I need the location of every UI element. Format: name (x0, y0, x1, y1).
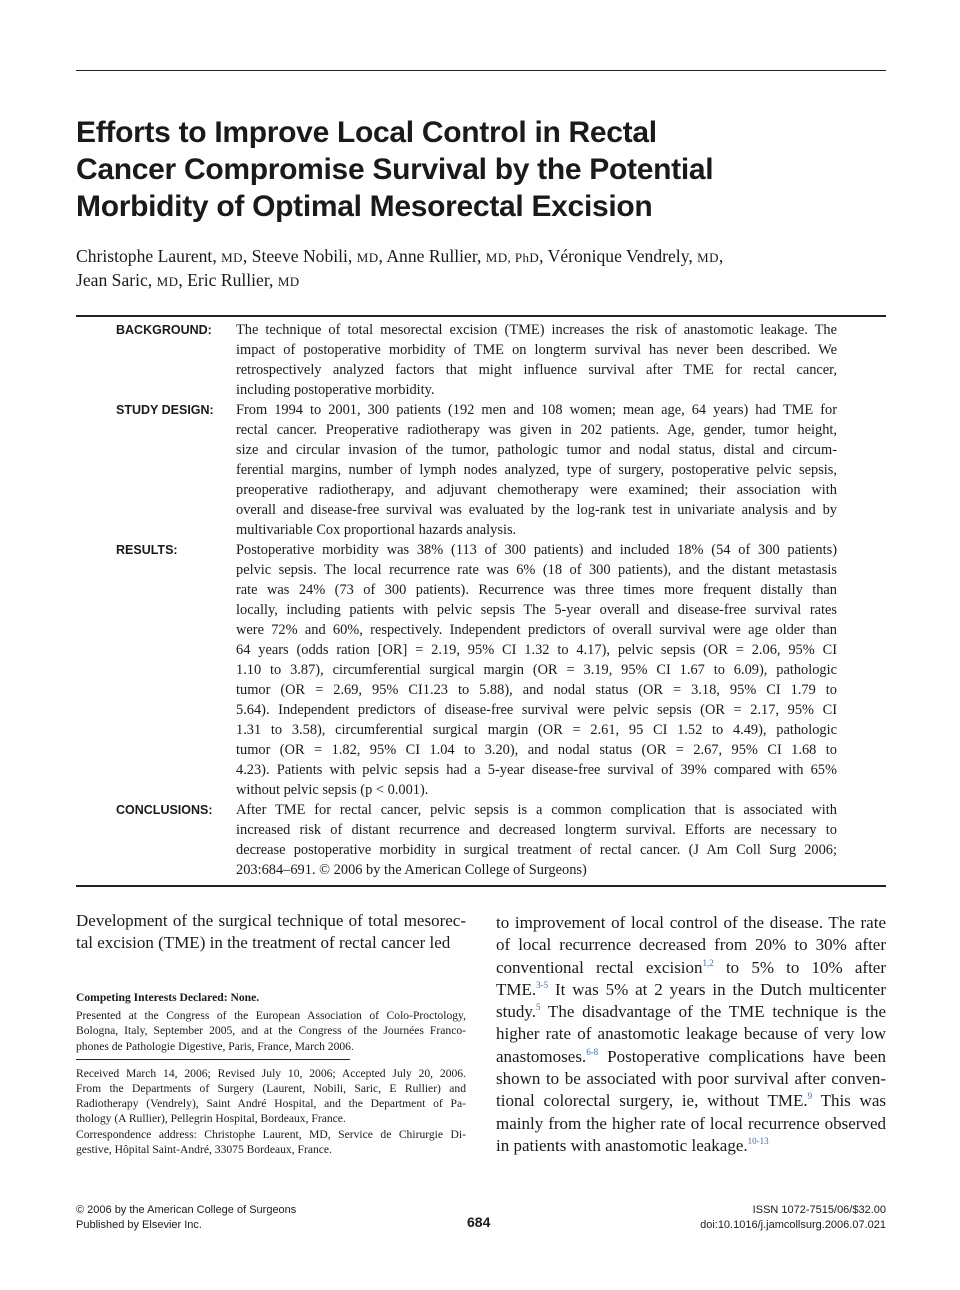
note-line: gestive, Hôpital Saint-André, 33075 Bordeaux, France. (76, 1142, 332, 1156)
section-text (236, 400, 837, 540)
abstract-top-rule (76, 315, 886, 317)
body-line (496, 979, 886, 1001)
section-text (236, 540, 837, 800)
author-degree: MD (156, 274, 179, 289)
body-text: anastomoses. (496, 1046, 587, 1066)
title-line: Morbidity of Optimal Mesorectal Excision (76, 190, 653, 223)
footer-left (76, 1203, 296, 1233)
citation-link[interactable]: 3-5 (536, 979, 549, 990)
note-line: thology (A Rullier), Pellegrin Hospital, Bordeaux, France. (76, 1112, 346, 1126)
abstract-line: without pelvic sepsis (p < 0.001). (236, 782, 429, 798)
issn: ISSN 1072-7515/06/$32.00 (752, 1204, 886, 1216)
abstract-line: 203:684–691. © 2006 by the American College of Surgeons) (236, 862, 587, 878)
section-label: STUDY DESIGN: (116, 403, 214, 417)
abstract-line: 64 years (odds ration [OR] = 2.19, 95% CI 1.32 to 4.17), pelvic sepsis (OR = 2.06, 95% CI (236, 642, 837, 658)
author-name: Jean Saric, (76, 270, 157, 290)
title-line: Efforts to Improve Local Control in Rectal (76, 116, 657, 149)
publisher-notice: Published by Elsevier Inc. (76, 1219, 202, 1231)
note-line: Received March 14, 2006; Revised July 10, 2006; Accepted July 20, 2006. (76, 1066, 466, 1080)
author-name: Véronique Vendrely, (547, 246, 698, 266)
author-list (76, 245, 876, 293)
body-line (496, 1135, 886, 1157)
footer-right (700, 1203, 886, 1233)
note-line: phones de Pathologie Digestive, Paris, France, March 2006. (76, 1039, 354, 1053)
section-label: BACKGROUND: (116, 323, 212, 337)
author-degree: MD (697, 250, 719, 265)
body-line (496, 1046, 886, 1068)
note-line: Correspondence address: Christophe Laurent, MD, Service de Chirurgie Di- (76, 1127, 466, 1141)
abstract-line: tumor (OR = 2.69, 95% CI1.23 to 5.88), and nodal status (OR = 3.18, 95% CI 1.79 to (236, 682, 837, 698)
abstract-study-design (76, 400, 886, 540)
body-line: higher rate of anastomotic leakage because of very low (496, 1024, 886, 1044)
abstract-line: decrease postoperative morbidity in surgical treatment of rectal cancer. (J Am Coll Surg 2006; (236, 842, 837, 858)
section-text (236, 320, 837, 400)
section-label: CONCLUSIONS: (116, 803, 213, 817)
body-column-left (76, 910, 466, 955)
author-separator: , (539, 246, 548, 266)
author-separator: , (378, 246, 387, 266)
author-degree: MD (277, 274, 300, 289)
footnotes (76, 990, 466, 1157)
abstract-line: retrospectively analyzed factors that might influence survival after TME for rectal cancer, (236, 362, 837, 378)
abstract-line: including postoperative morbidity. (236, 382, 435, 398)
author-separator: , (178, 270, 188, 290)
body-text: TME. (496, 979, 537, 999)
body-line (496, 1090, 886, 1112)
copyright-notice: © 2006 by the American College of Surgeons (76, 1204, 297, 1216)
abstract-line: overall and disease-free survival was evaluated by the log-rank test in univariate analysis and by (236, 502, 837, 518)
body-text: to 5% to 10% after (713, 957, 887, 977)
section-text (236, 800, 837, 880)
footnote-rule (76, 1059, 350, 1060)
note-line: Radiotherapy (Vendrely), Saint André Hospital, and the Department of Pa- (76, 1097, 466, 1111)
author-name: Christophe Laurent, (76, 246, 222, 266)
author-separator: , (242, 246, 252, 266)
body-line: shown to be associated with poor survival after conven- (496, 1069, 886, 1089)
abstract-line: 5.64). Independent predictors of disease-free survival were pelvic sepsis (OR = 2.17, 95% CI (236, 702, 837, 718)
citation-link[interactable]: 10-13 (747, 1135, 769, 1146)
abstract-line: ferential margins, number of lymph nodes analyzed, type of surgery, postoperative pelvic sepsis, (236, 462, 837, 478)
abstract-line: locally, including patients with pelvic sepsis The 5-year overall and disease-free survival rates (236, 602, 837, 618)
body-line (496, 957, 886, 979)
body-line: tal excision (TME) in the treatment of rectal cancer led (76, 933, 451, 953)
body-line (496, 1001, 886, 1023)
author-line (76, 245, 876, 269)
author-name: Steeve Nobili, (251, 246, 357, 266)
body-text: study. (496, 1002, 536, 1022)
abstract-line: 1.31 to 3.58), circumferential surgical margin (OR = 2.61, 95 CI 1.52 to 4.49), pathologic (236, 722, 837, 738)
note-line: Bologna, Italy, September 2005, and at the Congress of the Journées Franco- (76, 1024, 466, 1038)
page-number: 684 (467, 1214, 491, 1230)
abstract-line: were 72% and 60%, respectively. Independent predictors of overall survival were age older than (236, 622, 837, 638)
abstract-results (76, 540, 886, 800)
note-line: Presented at the Congress of the European Association of Colo-Proctology, (76, 1009, 466, 1023)
abstract-line: impact of postoperative morbidity of TME on longterm survival has never been described. We (236, 342, 837, 358)
abstract-line: From 1994 to 2001, 300 patients (192 men and 108 women; mean age, 64 years) had TME for (236, 402, 837, 418)
abstract-line: Postoperative morbidity was 38% (113 of 300 patients) and included 18% (54 of 300 patients) (236, 542, 837, 558)
author-line (76, 269, 876, 293)
body-text: This was (812, 1091, 886, 1111)
abstract-line: multivariable Cox proportional hazards analysis. (236, 522, 517, 538)
author-degree: MD (221, 250, 243, 265)
abstract-line: increased risk of distant recurrence and decreased longterm survival. Efforts are necessary to (236, 822, 837, 838)
abstract-line: 4.23). Patients with pelvic sepsis had a 5-year disease-free survival of 39% compared with 65% (236, 762, 837, 778)
abstract-line: size and circular invasion of the tumor, pathologic tumor and nodal status, distal and circum- (236, 442, 837, 458)
competing-interests: Competing Interests Declared: None. (76, 991, 260, 1004)
body-line: mainly from the higher rate of local recurrence observed (496, 1113, 886, 1133)
author-degree: MD, PhD (485, 250, 540, 265)
body-column-right (496, 912, 886, 1157)
author-name: Anne Rullier, (386, 246, 486, 266)
doi: doi:10.1016/j.jamcollsurg.2006.07.021 (700, 1219, 886, 1231)
abstract-line: preoperative radiotherapy, and adjuvant chemotherapy were examined; their association with (236, 482, 837, 498)
section-label: RESULTS: (116, 543, 178, 557)
abstract (76, 320, 886, 880)
body-line: Development of the surgical technique of total mesorec- (76, 911, 466, 930)
citation-link[interactable]: 1,2 (702, 957, 714, 968)
body-text: The disadvantage of the TME technique is the (540, 1002, 886, 1022)
author-name: Eric Rullier, (187, 270, 278, 290)
article-title (76, 114, 836, 225)
top-rule (76, 70, 886, 71)
citation-link[interactable]: 6-8 (586, 1046, 599, 1057)
citation-link[interactable]: 9 (807, 1091, 813, 1102)
title-line: Cancer Compromise Survival by the Potential (76, 153, 714, 186)
author-separator: , (718, 246, 724, 266)
abstract-line: rate was 24% (73 of 300 patients). Recurrence was three times more frequent distally than (236, 582, 837, 598)
abstract-conclusions (76, 800, 886, 880)
abstract-line: tumor (OR = 1.82, 95% CI 1.04 to 3.20), and nodal status (OR = 2.67, 95% CI 1.68 to (236, 742, 837, 758)
body-text: in patients with anastomotic leakage. (496, 1135, 748, 1155)
body-text: conventional rectal excision (496, 957, 703, 977)
citation-link[interactable]: 5 (536, 1002, 541, 1013)
author-degree: MD (356, 250, 379, 265)
abstract-line: pelvic sepsis. The local recurrence rate was 6% (18 of 300 patients), and the distant metastasis (236, 562, 837, 578)
body-line: to improvement of local control of the disease. The rate (496, 913, 886, 932)
abstract-line: rectal cancer. Preoperative radiotherapy was given in 202 patients. Age, gender, tumor height, (236, 422, 837, 438)
abstract-line: 1.10 to 3.87), circumferential surgical margin (OR = 3.19, 95% CI 1.67 to 6.09), pathologic (236, 662, 837, 678)
body-text: tional colorectal surgery, ie, without TME. (496, 1091, 808, 1111)
body-line: of local recurrence decreased from 20% to 30% after (496, 935, 886, 955)
body-text: It was 5% at 2 years in the Dutch multicenter (548, 979, 886, 999)
abstract-background (76, 320, 886, 400)
note-line: From the Departments of Surgery (Laurent, Nobili, Saric, E Rullier) and (76, 1082, 466, 1096)
abstract-line: After TME for rectal cancer, pelvic sepsis is a common complication that is associated with (236, 802, 837, 818)
body-text: Postoperative complications have been (598, 1046, 886, 1066)
abstract-bottom-rule (76, 885, 886, 887)
abstract-line: The technique of total mesorectal excision (TME) increases the risk of anastomotic leakage. The (236, 322, 837, 338)
